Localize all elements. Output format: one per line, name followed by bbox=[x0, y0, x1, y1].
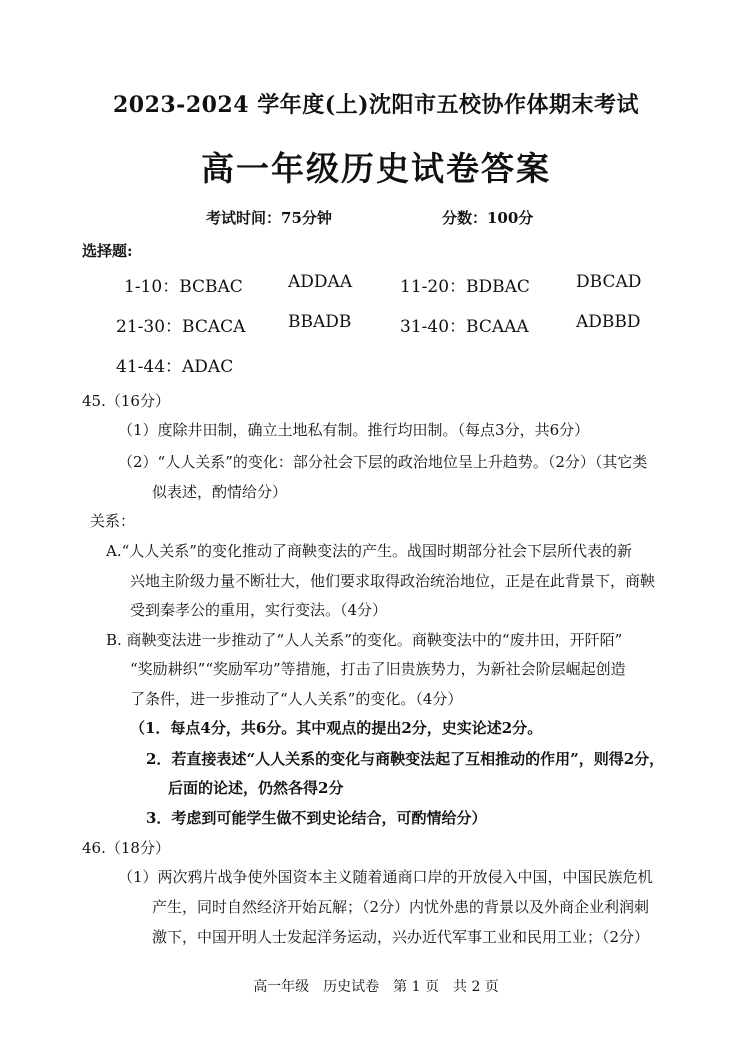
answer-group: ADBBD bbox=[576, 312, 641, 332]
q45-point-a-cont: 受到秦孝公的重用，实行变法。（4分） bbox=[130, 601, 388, 619]
q45-point-a: A.“人人关系”的变化推动了商鞅变法的产生。战国时期部分社会下层所代表的新 bbox=[106, 542, 632, 560]
q45-part2-cont: 似表述，酌情给分） bbox=[152, 483, 288, 501]
grading-note-cont: 后面的论述，仍然各得2分 bbox=[168, 779, 344, 797]
q45-part2: （2）“人人关系”的变化：部分社会下层的政治地位呈上升趋势。（2分）（其它类 bbox=[118, 453, 648, 471]
paper-subtitle: 高一年级历史试卷答案 bbox=[201, 149, 551, 188]
q45-heading: 45.（16分） bbox=[82, 392, 170, 410]
answer-group: ADDAA bbox=[288, 272, 353, 292]
answer-group: DBCAD bbox=[576, 272, 642, 292]
page-footer: 高一年级 历史试卷 第 1 页 共 2 页 bbox=[253, 979, 499, 995]
q45-point-b-cont: “奖励耕织”“奖励军功”等措施，打击了旧贵族势力，为新社会阶层崛起创造 bbox=[130, 660, 626, 678]
q45-point-b-cont: 了条件，进一步推动了“人人关系”的变化。（4分） bbox=[130, 690, 463, 708]
answer-range: 11-20：BDBAC bbox=[400, 277, 530, 297]
q46-heading: 46.（18分） bbox=[82, 839, 170, 857]
q46-part1: （1）两次鸦片战争使外国资本主义随着通商口岸的开放侵入中国，中国民族危机 bbox=[118, 868, 653, 886]
answer-group: BBADB bbox=[288, 312, 352, 332]
choice-heading: 选择题: bbox=[82, 242, 133, 260]
q45-part1: （1）度除井田制，确立土地私有制。推行均田制。（每点3分，共6分） bbox=[118, 421, 590, 439]
q46-part1-cont: 激下，中国开明人士发起洋务运动，兴办近代军事工业和民用工业；（2分） bbox=[152, 928, 650, 946]
answer-range: 41-44：ADAC bbox=[116, 357, 234, 377]
q46-part1-cont: 产生，同时自然经济开始瓦解；（2分）内忧外患的背景以及外商企业利润刺 bbox=[152, 898, 650, 916]
grading-note: 3．考虑到可能学生做不到史论结合，可酌情给分） bbox=[146, 809, 487, 827]
q45-point-b: B. 商鞅变法进一步推动了“人人关系”的变化。商鞅变法中的“废井田，开阡陌” bbox=[106, 631, 623, 649]
answer-range: 31-40：BCAAA bbox=[400, 317, 529, 337]
q45-relation-label: 关系： bbox=[90, 512, 136, 530]
exam-time: 考试时间：75分钟 bbox=[206, 209, 332, 227]
grading-note: （1．每点4分，共6分。其中观点的提出2分，史实论述2分。 bbox=[130, 719, 543, 737]
total-score: 分数：100分 bbox=[442, 209, 534, 227]
answer-range: 1-10：BCBAC bbox=[124, 277, 243, 297]
q45-point-a-cont: 兴地主阶级力量不断壮大，他们要求取得政治统治地位，正是在此背景下，商鞅 bbox=[130, 572, 656, 590]
grading-note: 2．若直接表述“人人关系的变化与商鞅变法起了互相推动的作用”，则得2分， bbox=[146, 750, 665, 768]
exam-title: 2023-2024 学年度(上)沈阳市五校协作体期末考试 bbox=[112, 92, 640, 118]
answer-range: 21-30：BCACA bbox=[116, 317, 246, 337]
